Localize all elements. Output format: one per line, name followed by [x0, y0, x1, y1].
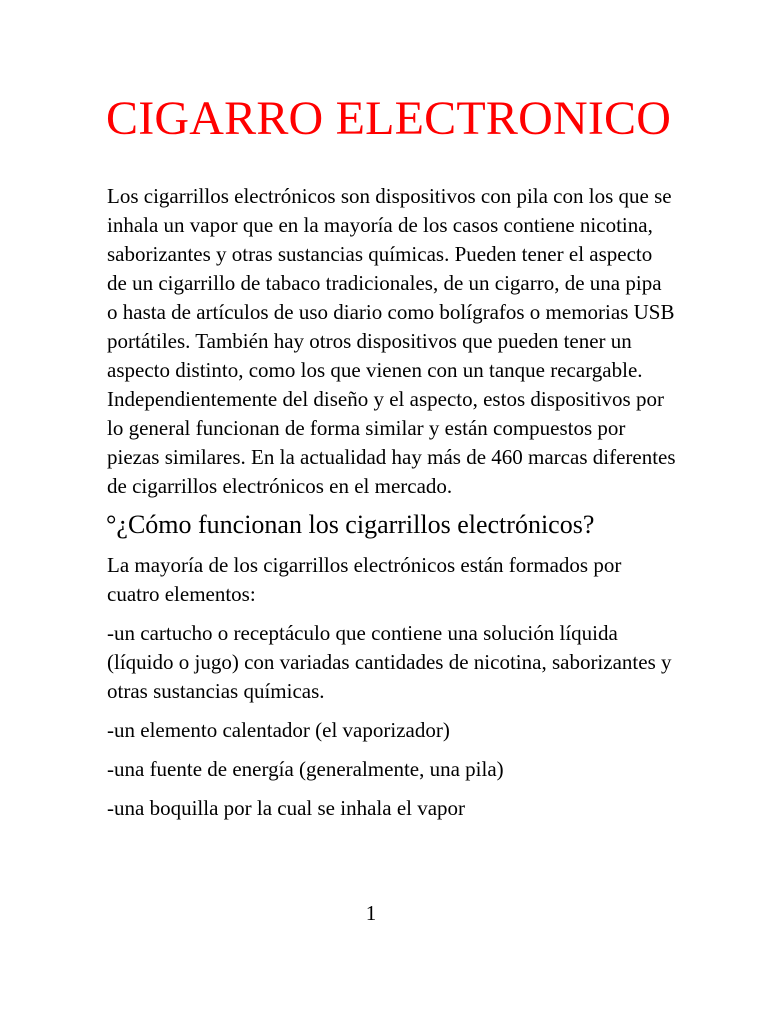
- page-number: 1: [365, 901, 377, 925]
- list-item: -una fuente de energía (generalmente, una pila): [107, 757, 504, 781]
- intro-paragraph: Los cigarrillos electrónicos son dispositivos con pila con los que se inhala un vapor que en la mayoría de los casos contiene nicotina, saborizantes y otras sustancias químicas. Pueden tener el aspecto de un cigarrillo de tabaco tradicionales, de un cigarro, de una pipa o hasta de artículos de uso diario como bolígrafos o memorias USB portátiles. También hay otros dispositivos que pueden tener un aspecto distinto, como los que vienen con un tanque recargable. Independientemente del diseño y el aspecto, estos dispositivos por lo general funcionan de forma similar y están compuestos por piezas similares. En la actualidad hay más de 460 marcas diferentes de cigarrillos electrónicos en el mercado.: [107, 184, 676, 498]
- section-intro-paragraph: La mayoría de los cigarrillos electrónicos están formados por cuatro elementos:: [107, 553, 622, 606]
- document-title: CIGARRO ELECTRONICO: [106, 92, 672, 145]
- document-body: [107, 182, 677, 823]
- list-item: -un elemento calentador (el vaporizador): [107, 718, 450, 742]
- list-item: -una boquilla por la cual se inhala el vapor: [107, 796, 466, 820]
- section-heading: °¿Cómo funcionan los cigarrillos electrónicos?: [106, 510, 595, 539]
- list-item: -un cartucho o receptáculo que contiene una solución líquida (líquido o jugo) con variadas cantidades de nicotina, saborizantes y otras sustancias químicas.: [107, 621, 672, 703]
